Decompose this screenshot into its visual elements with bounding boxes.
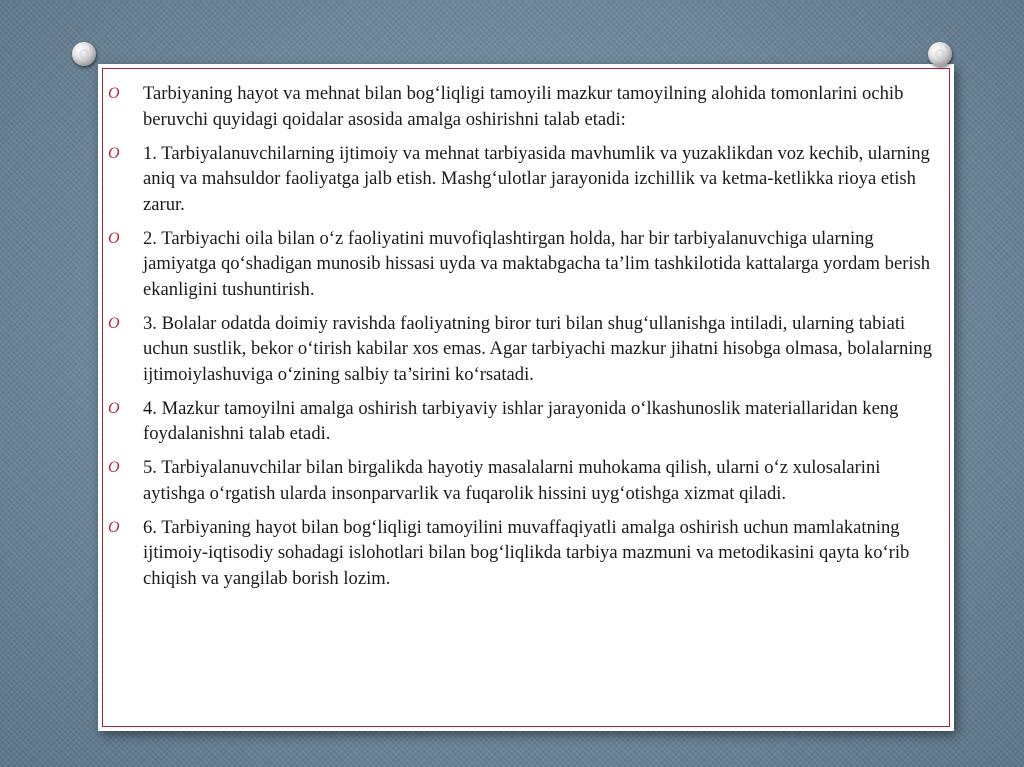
bullet-text: Tarbiyaning hayot va mehnat bilan bog‘liqligi tamoyili mazkur tamoyilning alohida tomonlarini ochib beruvchi quyidagi qoidalar asosida amalga oshirishni talab etadi: <box>143 83 904 130</box>
bullet-item-1 <box>108 141 942 218</box>
pushpin-right-icon <box>928 42 952 66</box>
bullet-text: 3. Bolalar odatda doimiy ravishda faoliyatning biror turi bilan shug‘ullanishga intiladi, ularning tabiati uchun sustlik, bekor o‘tirish kabilar xos emas. Agar tarbiyachi mazkur jihatni hisobga olmasa, bolalarning ijtimoiylashuviga o‘zining salbiy ta’sirini ko‘rsatadi. <box>143 312 933 385</box>
bullet-text: 2. Tarbiyachi oila bilan o‘z faoliyatini muvofiqlashtirgan holda, har bir tarbiyalanuvchiga ularning jamiyatga qo‘shadigan munosib hissasi uyda va maktabgacha ta’lim tashkilotida kattalarga yordam berish ekanligini tushuntirish. <box>143 227 931 300</box>
bullet-icon: O <box>108 399 120 417</box>
bullet-text: 1. Tarbiyalanuvchilarning ijtimoiy va mehnat tarbiyasida mavhumlik va yuzaklikdan voz kechib, ularning aniq va mahsuldor faoliyatga jalb etish. Mashg‘ulotlar jarayonida izchillik va ketma-ketlikka rioya etish zarur. <box>143 142 930 215</box>
pushpin-left-icon <box>72 42 96 66</box>
bullet-item-2 <box>108 226 942 303</box>
bullet-item-5 <box>108 455 942 506</box>
bullet-item-6 <box>108 515 942 592</box>
bullet-list <box>108 81 942 600</box>
bullet-icon: O <box>108 518 120 536</box>
bullet-text: 4. Mazkur tamoyilni amalga oshirish tarbiyaviy ishlar jarayonida o‘lkashunoslik materiallaridan keng foydalanishni talab etadi. <box>143 397 899 444</box>
bullet-icon: O <box>108 144 120 162</box>
bullet-icon: O <box>108 85 120 102</box>
bullet-text: 5. Tarbiyalanuvchilar bilan birgalikda hayotiy masalalarni muhokama qilish, ularni o‘z xulosalarini aytishga o‘rgatish ularda insonparvarlik va fuqarolik hissini uyg‘otishga xizmat qiladi. <box>143 457 881 504</box>
bullet-item-intro <box>108 81 942 132</box>
bullet-item-3 <box>108 311 942 388</box>
bullet-text: 6. Tarbiyaning hayot bilan bog‘liqligi tamoyilini muvaffaqiyatli amalga oshirish uchun mamlakatning ijtimoiy-iqtisodiy sohadagi islohotlari bilan bog‘liqlikda tarbiya mazmuni va metodikasini qayta ko‘rib chiqish va yangilab borish lozim. <box>143 516 910 589</box>
bullet-item-4 <box>108 396 942 447</box>
bullet-icon: O <box>108 314 120 332</box>
bullet-icon: O <box>108 229 120 247</box>
bullet-icon: O <box>108 459 120 476</box>
